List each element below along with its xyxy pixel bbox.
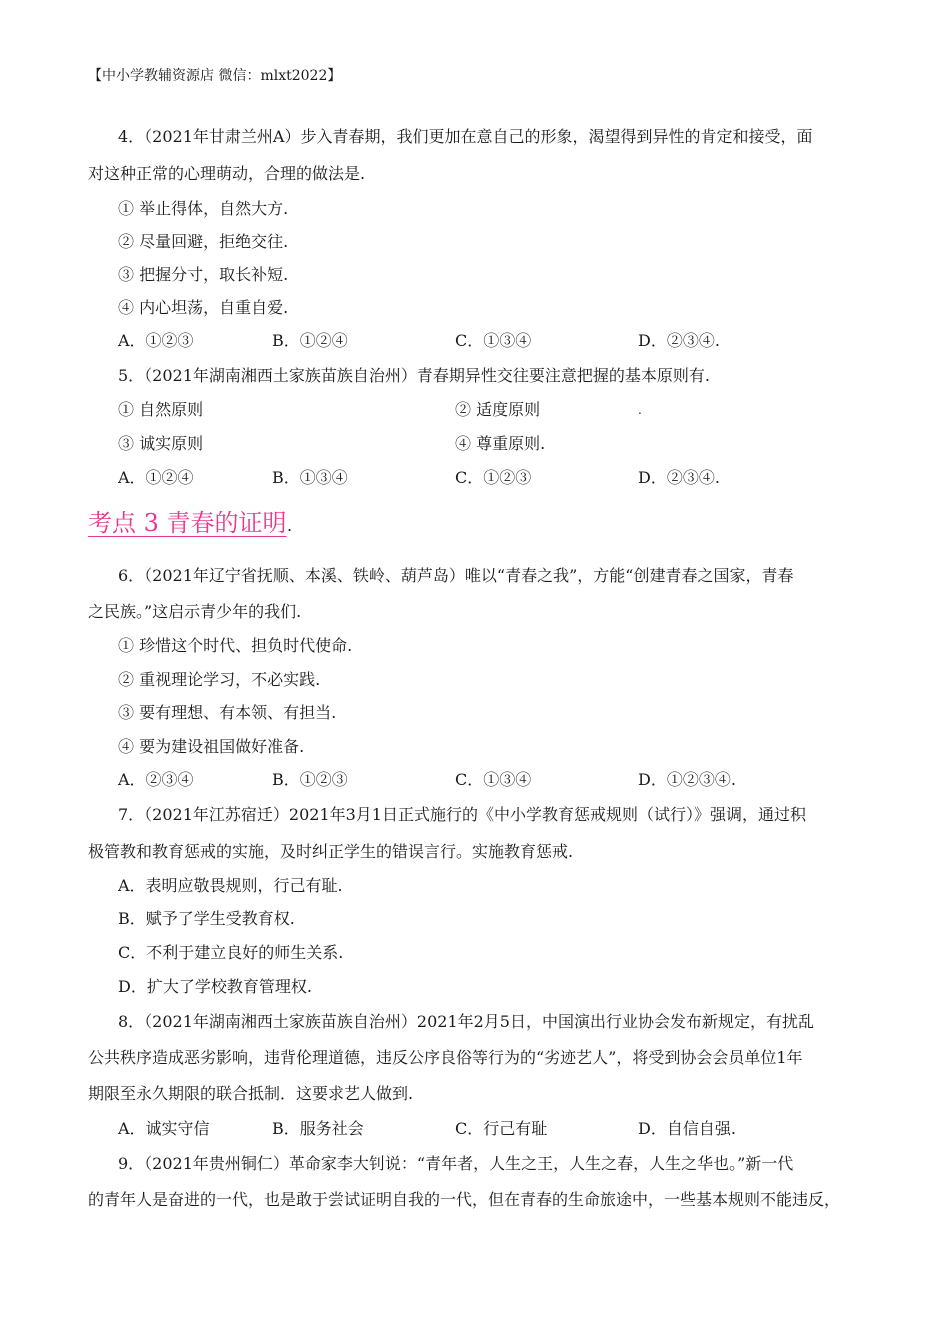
- answer-option-a: A．①②③: [118, 331, 194, 350]
- statement-item: ③ 要有理想、有本领、有担当.: [118, 703, 337, 722]
- answer-option-c: C．①③④: [455, 331, 532, 350]
- statement-item: ④ 要为建设祖国做好准备.: [118, 737, 305, 756]
- question-stem-line: 5．（2021年湖南湘西土家族苗族自治州）青春期异性交往要注意把握的基本原则有.: [118, 366, 710, 385]
- answer-option-b: B．①③④: [272, 468, 348, 487]
- question-stem-line: 4．（2021年甘肃兰州A）步入青春期，我们更加在意自己的形象，渴望得到异性的肯定和接受，面: [118, 127, 813, 146]
- question-stem-line: 之民族。”这启示青少年的我们.: [88, 602, 302, 621]
- question-stem-line: 期限至永久期限的联合抵制．这要求艺人做到.: [88, 1084, 414, 1103]
- statement-item: ④ 内心坦荡，自重自爱.: [118, 298, 289, 317]
- question-stem-line: 8．（2021年湖南湘西土家族苗族自治州）2021年2月5日，中国演出行业协会发布新规定，有扰乱: [118, 1012, 814, 1031]
- stray-dot: .: [638, 403, 642, 417]
- answer-option-b: B．①②④: [272, 331, 348, 350]
- question-stem-line: 9．（2021年贵州铜仁）革命家李大钊说：“青年者，人生之王，人生之春，人生之华也。”新一代: [118, 1154, 794, 1173]
- answer-option-c: C．①③④: [455, 770, 532, 789]
- question-stem-line: 6．（2021年辽宁省抚顺、本溪、铁岭、葫芦岛）唯以“青春之我”，方能“创建青春之国家，青春: [118, 566, 794, 585]
- answer-option-c: C．不利于建立良好的师生关系.: [118, 943, 344, 962]
- answer-option-c: C．①②③: [455, 468, 532, 487]
- statement-item: ① 举止得体，自然大方.: [118, 199, 289, 218]
- question-stem-line: 对这种正常的心理萌动，合理的做法是.: [88, 164, 366, 183]
- answer-option-c: C．行己有耻: [455, 1119, 548, 1138]
- answer-option-a: A．②③④: [118, 770, 194, 789]
- answer-option-a: A．诚实守信: [118, 1119, 210, 1138]
- question-stem-line: 公共秩序造成恶劣影响，违背伦理道德，违反公序良俗等行为的“劣迹艺人”，将受到协会会员单位1年: [88, 1048, 803, 1067]
- page-header: 【中小学教辅资源店 微信：mlxt2022】: [88, 68, 342, 84]
- statement-item: ② 适度原则: [455, 400, 541, 419]
- answer-option-a: A．①②④: [118, 468, 194, 487]
- question-stem-line: 极管教和教育惩戒的实施，及时纠正学生的错误言行。实施教育惩戒.: [88, 842, 574, 861]
- answer-option-d: D．②③④.: [638, 468, 720, 487]
- answer-option-d: D．①②③④.: [638, 770, 736, 789]
- answer-option-b: B．服务社会: [272, 1119, 364, 1138]
- answer-option-b: B．①②③: [272, 770, 348, 789]
- answer-option-d: D．扩大了学校教育管理权.: [118, 977, 312, 996]
- section-heading: 考点 3 青春的证明: [88, 509, 287, 537]
- statement-item: ② 重视理论学习，不必实践.: [118, 670, 321, 689]
- answer-option-b: B．赋予了学生受教育权.: [118, 909, 295, 928]
- statement-item: ② 尽量回避，拒绝交往.: [118, 232, 289, 251]
- answer-option-a: A．表明应敬畏规则，行己有耻.: [118, 876, 343, 895]
- statement-item: ③ 把握分寸，取长补短.: [118, 265, 289, 284]
- statement-item: ① 珍惜这个时代、担负时代使命.: [118, 636, 353, 655]
- statement-item: ① 自然原则: [118, 400, 204, 419]
- answer-option-d: D．②③④.: [638, 331, 720, 350]
- question-stem-line: 的青年人是奋进的一代，也是敢于尝试证明自我的一代，但在青春的生命旅途中，一些基本规则不能违反，: [88, 1190, 841, 1209]
- section-heading-trail: .: [287, 516, 293, 535]
- answer-option-d: D．自信自强.: [638, 1119, 736, 1138]
- question-stem-line: 7．（2021年江苏宿迁）2021年3月1日正式施行的《中小学教育惩戒规则（试行）》强调，通过积: [118, 805, 806, 824]
- statement-item: ④ 尊重原则.: [455, 434, 546, 453]
- statement-item: ③ 诚实原则: [118, 434, 204, 453]
